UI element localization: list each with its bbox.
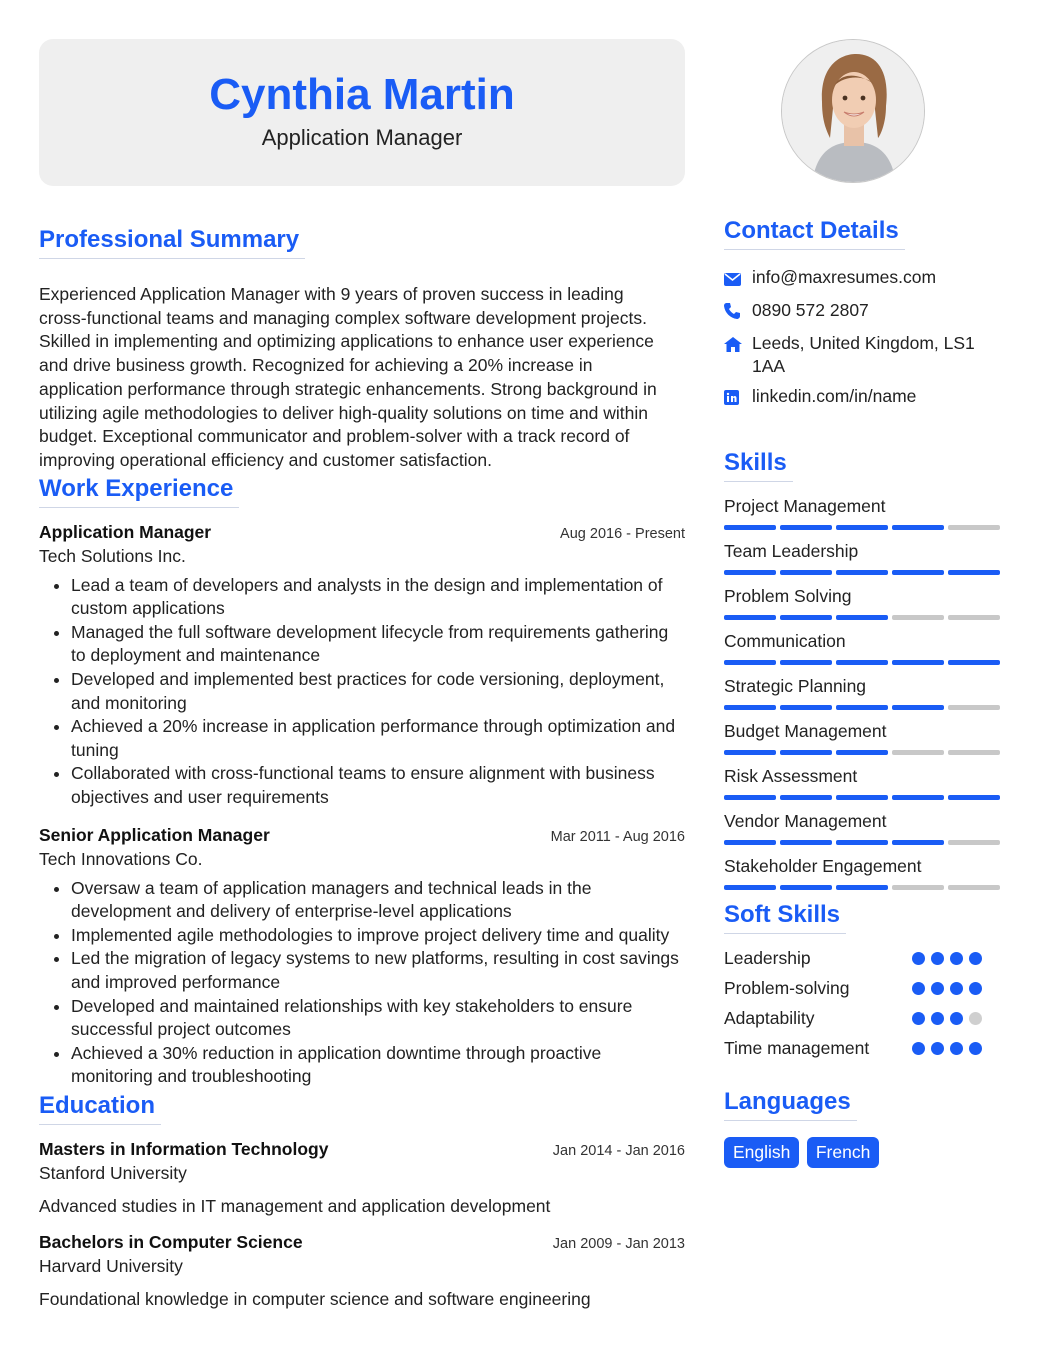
skills-list <box>724 496 1002 890</box>
section-title-languages: Languages <box>724 1088 857 1121</box>
skill-segment-filled <box>780 885 832 890</box>
skill-segment-empty <box>948 615 1000 620</box>
summary-line: budget. Exceptional communicator and problem-solver with a track record of <box>39 426 630 447</box>
skill-segment-filled <box>724 525 776 530</box>
job-bullet: • Implemented agile methodologies to improve project delivery time and quality <box>71 924 685 948</box>
skill-segment-filled <box>892 705 944 710</box>
job-bullet: • Led the migration of legacy systems to new platforms, resulting in cost savings and improved performance <box>71 947 685 994</box>
skill-segment-empty <box>948 885 1000 890</box>
skill-level-bar <box>724 615 1002 620</box>
skill-segment-filled <box>724 705 776 710</box>
main-column <box>39 39 685 1310</box>
soft-skill-rating <box>912 1038 982 1068</box>
skill-segment-empty <box>948 750 1000 755</box>
skill-segment-empty <box>948 705 1000 710</box>
rating-dot-filled <box>969 982 982 995</box>
phone-icon <box>724 299 752 325</box>
job-title: Senior Application Manager <box>39 824 270 845</box>
summary-line: Skilled in implementing and optimizing applications to enhance user experience <box>39 331 654 352</box>
job-entry <box>39 522 685 810</box>
skill-name: Project Management <box>724 496 886 516</box>
sidebar-column <box>724 39 1002 1168</box>
soft-skill-rating <box>912 978 982 1008</box>
skill-segment-filled <box>780 525 832 530</box>
rating-dot-empty <box>969 1012 982 1025</box>
languages-section <box>724 1088 1002 1168</box>
skill-name: Risk Assessment <box>724 766 858 786</box>
summary-section <box>39 226 685 473</box>
contact-email[interactable] <box>724 266 1002 292</box>
job-bullet: • Developed and maintained relationships with key stakeholders to ensure successful project outcomes <box>71 995 685 1042</box>
skill-segment-filled <box>724 840 776 845</box>
job-bullet: • Managed the full software development lifecycle from requirements gathering to deployment and maintenance <box>71 621 685 668</box>
education-entry <box>39 1139 685 1217</box>
skill-level-bar <box>724 525 1002 530</box>
section-title-contact: Contact Details <box>724 217 905 250</box>
rating-dot-filled <box>912 952 925 965</box>
home-icon <box>724 332 752 358</box>
skill-item <box>724 496 1002 530</box>
skill-segment-filled <box>836 615 888 620</box>
section-title-work: Work Experience <box>39 475 239 508</box>
skill-segment-filled <box>836 705 888 710</box>
contact-phone[interactable] <box>724 299 1002 325</box>
skill-level-bar <box>724 840 1002 845</box>
email-text: info@maxresumes.com <box>752 267 937 287</box>
skill-segment-filled <box>724 795 776 800</box>
resume-header <box>39 39 685 186</box>
section-title-summary: Professional Summary <box>39 226 305 259</box>
soft-skill-name: Time management <box>724 1038 870 1058</box>
job-bullet: • Developed and implemented best practices for code versioning, deployment, and monitoring <box>71 668 685 715</box>
skill-segment-filled <box>836 660 888 665</box>
soft-skill-item <box>724 948 1002 978</box>
rating-dot-filled <box>950 982 963 995</box>
section-title-education: Education <box>39 1092 161 1125</box>
education-section <box>39 1092 685 1310</box>
degree: Bachelors in Computer Science <box>39 1231 303 1252</box>
skill-segment-filled <box>780 570 832 575</box>
soft-skill-name: Problem-solving <box>724 978 850 998</box>
skill-item <box>724 676 1002 710</box>
address-line-2: 1AA <box>752 356 786 376</box>
skill-segment-filled <box>724 750 776 755</box>
language-badge: English <box>724 1137 799 1168</box>
soft-skill-item <box>724 1038 1002 1068</box>
job-date: Mar 2011 - Aug 2016 <box>550 828 685 845</box>
skill-segment-filled <box>780 795 832 800</box>
skill-segment-filled <box>836 795 888 800</box>
skill-segment-filled <box>836 525 888 530</box>
rating-dot-filled <box>931 1012 944 1025</box>
education-date: Jan 2009 - Jan 2013 <box>552 1235 685 1252</box>
skill-segment-filled <box>948 795 1000 800</box>
envelope-icon <box>724 266 752 292</box>
skill-name: Problem Solving <box>724 586 852 606</box>
contact-section <box>724 217 1002 411</box>
skill-segment-filled <box>948 570 1000 575</box>
skill-segment-filled <box>836 840 888 845</box>
summary-line: utilizing agile methodologies to deliver high-quality solutions on time and within <box>39 402 648 423</box>
soft-skill-item <box>724 1008 1002 1038</box>
education-date: Jan 2014 - Jan 2016 <box>552 1142 685 1159</box>
rating-dot-filled <box>969 952 982 965</box>
skill-segment-filled <box>724 885 776 890</box>
summary-line: improving operational efficiency and customer satisfaction. <box>39 449 492 470</box>
education-entry <box>39 1232 685 1310</box>
skill-segment-filled <box>836 750 888 755</box>
job-bullet: • Collaborated with cross-functional teams to ensure alignment with business objectives and user requirements <box>71 762 685 809</box>
rating-dot-filled <box>969 1042 982 1055</box>
rating-dot-filled <box>912 1012 925 1025</box>
skill-segment-filled <box>724 660 776 665</box>
job-entry <box>39 825 685 1089</box>
skill-name: Budget Management <box>724 721 887 741</box>
section-title-skills: Skills <box>724 449 793 482</box>
skill-name: Communication <box>724 631 846 651</box>
skill-item <box>724 811 1002 845</box>
skill-item <box>724 856 1002 890</box>
soft-skills-list <box>724 948 1002 1068</box>
skill-segment-empty <box>892 885 944 890</box>
job-bullet: • Achieved a 20% increase in application performance through optimization and tuning <box>71 715 685 762</box>
summary-line: application performance through strategic enhancements. Strong background in <box>39 378 657 399</box>
soft-skill-item <box>724 978 1002 1008</box>
skill-segment-filled <box>780 750 832 755</box>
soft-skill-name: Adaptability <box>724 1008 815 1028</box>
school: Stanford University <box>39 1162 187 1183</box>
candidate-role: Application Manager <box>261 125 463 150</box>
soft-skill-rating <box>912 1008 982 1038</box>
job-bullet: • Lead a team of developers and analysts in the design and implementation of custom applications <box>71 574 685 621</box>
profile-photo <box>781 39 925 183</box>
rating-dot-filled <box>912 982 925 995</box>
rating-dot-filled <box>931 952 944 965</box>
rating-dot-filled <box>950 952 963 965</box>
job-company: Tech Solutions Inc. <box>39 545 186 566</box>
skill-level-bar <box>724 660 1002 665</box>
skill-segment-filled <box>724 615 776 620</box>
skill-item <box>724 721 1002 755</box>
skill-segment-empty <box>892 615 944 620</box>
skill-segment-filled <box>948 660 1000 665</box>
skill-segment-filled <box>836 885 888 890</box>
job-bullet: • Oversaw a team of application managers and technical leads in the development and delivery of enterprise-level applications <box>71 877 685 924</box>
linkedin-icon <box>724 385 752 411</box>
skill-segment-filled <box>724 570 776 575</box>
address-line-1: Leeds, United Kingdom, LS1 <box>752 333 975 353</box>
skill-level-bar <box>724 885 1002 890</box>
degree: Masters in Information Technology <box>39 1138 329 1159</box>
job-company: Tech Innovations Co. <box>39 848 203 869</box>
skill-segment-filled <box>892 525 944 530</box>
skill-segment-filled <box>780 615 832 620</box>
skill-segment-filled <box>892 795 944 800</box>
skill-item <box>724 631 1002 665</box>
summary-line: and drive business growth. Recognized for achieving a 20% increase in <box>39 355 593 376</box>
skill-name: Stakeholder Engagement <box>724 856 922 876</box>
skill-segment-filled <box>892 660 944 665</box>
summary-text <box>39 283 685 473</box>
skill-segment-filled <box>892 840 944 845</box>
education-description: Foundational knowledge in computer science and software engineering <box>39 1288 591 1309</box>
skill-segment-filled <box>780 840 832 845</box>
skill-segment-empty <box>948 840 1000 845</box>
job-date: Aug 2016 - Present <box>560 525 685 542</box>
section-title-soft-skills: Soft Skills <box>724 901 846 934</box>
skill-name: Vendor Management <box>724 811 887 831</box>
skill-segment-filled <box>836 570 888 575</box>
skill-item <box>724 586 1002 620</box>
skill-level-bar <box>724 795 1002 800</box>
work-section <box>39 475 685 1089</box>
rating-dot-filled <box>931 982 944 995</box>
job-bullets <box>39 877 685 1089</box>
rating-dot-filled <box>931 1042 944 1055</box>
education-description: Advanced studies in IT management and application development <box>39 1195 551 1216</box>
skill-segment-filled <box>892 570 944 575</box>
skill-level-bar <box>724 570 1002 575</box>
skill-name: Team Leadership <box>724 541 859 561</box>
soft-skill-rating <box>912 948 982 978</box>
rating-dot-filled <box>950 1012 963 1025</box>
skill-item <box>724 766 1002 800</box>
skills-section <box>724 449 1002 890</box>
skill-level-bar <box>724 705 1002 710</box>
job-bullets <box>39 574 685 810</box>
rating-dot-filled <box>912 1042 925 1055</box>
soft-skill-name: Leadership <box>724 948 811 968</box>
language-badge: French <box>807 1137 879 1168</box>
skill-item <box>724 541 1002 575</box>
avatar-portrait-icon <box>782 40 925 183</box>
linkedin-text: linkedin.com/in/name <box>752 386 917 406</box>
rating-dot-filled <box>950 1042 963 1055</box>
contact-address <box>724 332 1002 378</box>
skill-segment-empty <box>948 525 1000 530</box>
skill-segment-empty <box>892 750 944 755</box>
summary-line: cross-functional teams and managing complex software development projects. <box>39 307 647 328</box>
summary-line: Experienced Application Manager with 9 years of proven success in leading <box>39 284 624 304</box>
contact-linkedin[interactable] <box>724 385 1002 411</box>
skill-segment-filled <box>780 660 832 665</box>
job-title: Application Manager <box>39 521 212 542</box>
job-bullet: • Achieved a 30% reduction in application downtime through proactive monitoring and troubleshooting <box>71 1042 685 1089</box>
skill-name: Strategic Planning <box>724 676 867 696</box>
phone-text: 0890 572 2807 <box>752 300 869 320</box>
school: Harvard University <box>39 1255 183 1276</box>
candidate-name: Cynthia Martin <box>209 70 515 119</box>
skill-level-bar <box>724 750 1002 755</box>
soft-skills-section <box>724 901 1002 1068</box>
skill-segment-filled <box>780 705 832 710</box>
